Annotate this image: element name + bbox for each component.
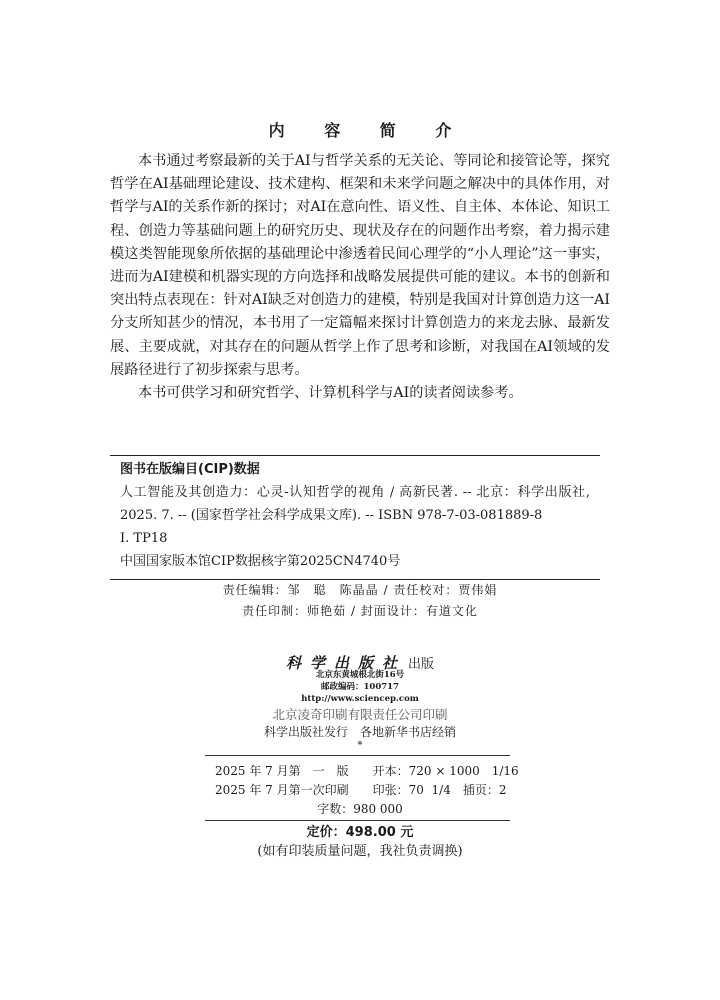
edition-line-2: 2025 年 7 月第一次印刷 印张：70 1/4 插页：2: [215, 783, 507, 797]
abstract-paragraph-2: 本书可供学习和研究哲学、计算机科学与AI的读者阅读参考。: [138, 385, 523, 402]
word-count: 字数：980 000: [317, 802, 403, 816]
separator-star: *: [357, 740, 363, 751]
cip-heading: 图书在版编目(CIP)数据: [120, 462, 260, 477]
editor-credits: 责任编辑：邹 聪 陈晶晶 / 责任校对：贾伟娟: [222, 583, 498, 597]
production-credits: 责任印制：师艳茹 / 封面设计：有道文化: [242, 604, 478, 618]
distribution-line: 科学出版社发行 各地新华书店经销: [263, 725, 456, 739]
quality-note: (如有印装质量问题，我社负责调换): [257, 844, 463, 859]
cip-description: 人工智能及其创造力：心灵-认知哲学的视角 / 高新民著. -- 北京：科学出版社, 2025. 7. -- (国家哲学社会科学成果文库). -- ISBN 978-7-03-081889-8: [120, 485, 590, 523]
publisher-suffix: 出版: [408, 657, 435, 672]
printer-line: 北京凌奇印刷有限责任公司印刷: [272, 707, 448, 722]
cip-classification: Ⅰ. TP18: [120, 531, 168, 546]
publisher-address: 北京东黄城根北街16号: [315, 670, 405, 680]
publisher-website: http://www.sciencep.com: [301, 694, 419, 704]
publisher-postcode: 邮政编码：100717: [321, 682, 399, 692]
divider-bottom: [205, 820, 510, 821]
page-title: 内 容 简 介: [268, 121, 469, 140]
cip-block: [110, 455, 600, 580]
abstract-section: [110, 150, 610, 405]
publisher-logo: 科学出版社: [285, 654, 406, 672]
cip-record: 中国国家版本馆CIP数据核字第2025CN4740号: [120, 554, 401, 569]
price: 定价：498.00 元: [306, 825, 414, 840]
edition-line-1: 2025 年 7 月第 一 版 开本：720 × 1000 1/16: [215, 764, 519, 778]
abstract-paragraph-1: 本书通过考察最新的关于AI与哲学关系的无关论、等同论和接管论等，探究哲学在AI基础理论建设、技术建构、框架和未来学问题之解决中的具体作用，对哲学与AI的关系作新的探讨；对AI在意向性、语义性、自主体、本体论、知识工程、创造力等基础问题上的研究历史、现状及存在的问题作出考察，着力揭示建模这类智能现象所依据的基础理论中渗透着民间心理学的“小人理论”这一事实，进而为AI建模和机器实现的方向选择和战略发展提供可能的建议。本书的创新和突出特点表现在：针对AI缺乏对创造力的建模，特别是我国对计算创造力这一AI分支所知甚少的情况，本书用了一定篇幅来探讨计算创造力的来龙去脉、最新发展、主要成就，对其存在的问题从哲学上作了思考和诊断，对我国在AI领域的发展路径进行了初步探索与思考。: [110, 153, 610, 378]
divider-top: [205, 755, 510, 756]
